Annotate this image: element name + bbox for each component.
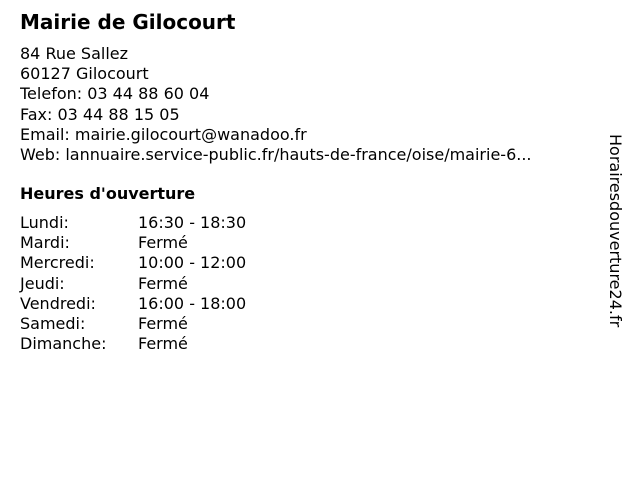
day-label: Mercredi: <box>20 253 95 273</box>
day-label: Vendredi: <box>20 293 96 313</box>
hours-row-tuesday <box>20 233 246 253</box>
time-value: 16:00 - 18:00 <box>138 293 247 313</box>
hours-row-monday <box>20 213 246 233</box>
hours-row-thursday <box>20 274 246 294</box>
time-value: 10:00 - 12:00 <box>138 253 247 273</box>
hours-heading: Heures d'ouverture <box>20 184 196 203</box>
phone-number: Telefon: 03 44 88 60 04 <box>20 84 210 104</box>
day-label: Dimanche: <box>20 334 107 354</box>
hours-row-sunday <box>20 334 246 354</box>
day-label: Jeudi: <box>20 273 65 293</box>
day-label: Mardi: <box>20 233 70 253</box>
opening-hours-table <box>20 213 246 354</box>
day-label: Lundi: <box>20 213 69 232</box>
postal-city: 60127 Gilocourt <box>20 64 149 84</box>
time-value: Fermé <box>138 233 188 253</box>
fax-number: Fax: 03 44 88 15 05 <box>20 104 180 124</box>
time-value: Fermé <box>138 334 188 354</box>
hours-row-friday <box>20 294 246 314</box>
site-watermark: Horairesdouverture24.fr <box>606 134 625 328</box>
website-link: Web: lannuaire.service-public.fr/hauts-de-france/oise/mairie-6... <box>20 145 532 165</box>
street-address: 84 Rue Sallez <box>20 44 129 63</box>
page-title: Mairie de Gilocourt <box>20 10 236 34</box>
contact-info <box>20 44 595 165</box>
time-value: Fermé <box>138 273 188 293</box>
day-label: Samedi: <box>20 314 86 334</box>
hours-row-wednesday <box>20 253 246 273</box>
time-value: 16:30 - 18:30 <box>138 213 247 232</box>
time-value: Fermé <box>138 314 188 334</box>
hours-row-saturday <box>20 314 246 334</box>
email-address: Email: mairie.gilocourt@wanadoo.fr <box>20 124 307 144</box>
